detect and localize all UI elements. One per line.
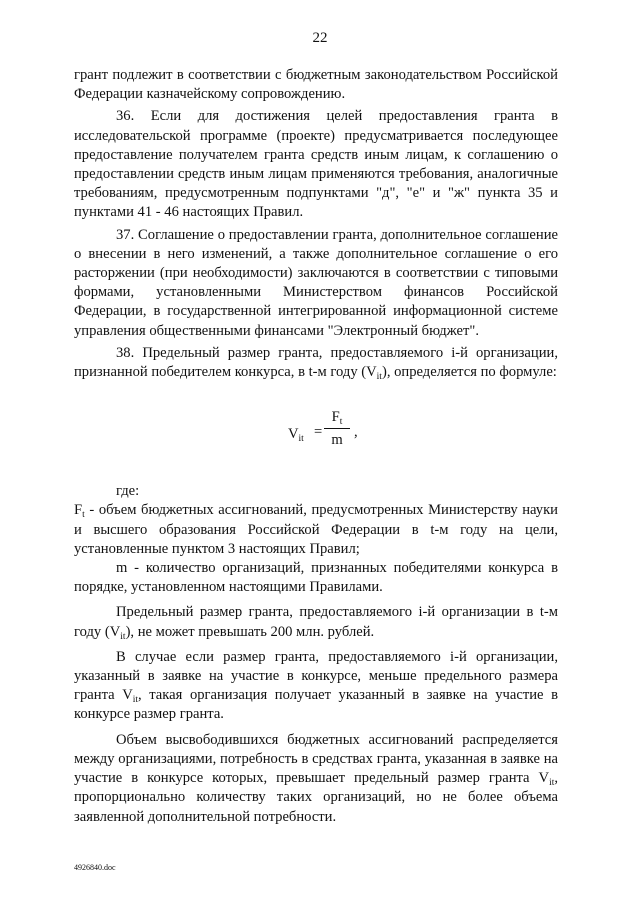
paragraph-limit-subscript: it (120, 631, 126, 642)
formula-lhs (288, 425, 304, 444)
page-number: 22 (312, 30, 328, 46)
paragraph-continuation: грант подлежит в соответствии с бюджетным законодательством Российской Федерации казначейскому сопровождению. (74, 67, 558, 103)
definition-F-symbol: F (74, 502, 83, 519)
paragraph-36: 36. Если для достижения целей предоставления гранта в исследовательской программе (проекте) предусматривается последующее предоставление получателем гранта средств иным лицам, к соглашению о предоставлении средств иным лицам применяются требования, аналогичные требованиям, предусмотренным подпунктами "д", "е" и "ж" пункта 35 и пунктами 41 - 46 настоящих Правил. (74, 108, 558, 221)
where-label: где: (116, 483, 140, 500)
paragraph-case-text-a: В случае если размер гранта, предоставляемого i-й организации, указанный в заявке на участие в конкурсе, меньше предельного размера гранта V (74, 648, 558, 704)
paragraph-redistribution-subscript: it (549, 778, 555, 789)
paragraph-38-subscript: it (376, 372, 382, 383)
paragraph-redistribution-text-a: Объем высвободившихся бюджетных ассигнований распределяется между организациями, потребность в средствах гранта, указанная в заявке на участие в конкурсе которых, превышает предельный размер гранта V (74, 731, 558, 787)
paragraph-38-text-b: ), определяется по формуле: (381, 364, 557, 381)
formula-fraction-bar (324, 428, 350, 429)
formula-numerator-subscript: t (339, 417, 343, 428)
formula-numerator-symbol: F (331, 409, 340, 426)
file-name-footer: 4926840.doc (74, 863, 116, 872)
paragraph-limit-text-b: ), не может превышать 200 млн. рублей. (125, 623, 375, 640)
grant-formula (74, 404, 558, 462)
paragraph-case (74, 648, 558, 725)
paragraph-38 (74, 344, 558, 382)
definition-F-subscript: t (82, 510, 85, 521)
paragraph-case-text-b: , такая организация получает указанный в заявке на участие в конкурсе размер гранта. (74, 687, 558, 723)
formula-numerator (324, 408, 350, 427)
paragraph-37: 37. Соглашение о предоставлении гранта, дополнительное соглашение о внесении в него изменений, а также дополнительное соглашение о его расторжении (при необходимости) заключаются в соответствии с типовыми формами, установленными Министерством финансов Российской Федерации, в государственной интегрированной информационной системе управления общественными финансами "Электронный бюджет". (74, 226, 558, 339)
document-body (74, 66, 558, 827)
formula-lhs-subscript: it (298, 434, 304, 445)
formula-comma: , (354, 424, 358, 441)
formula-equals: = (314, 424, 323, 441)
formula-denominator: m (331, 432, 343, 449)
definition-F-text: - объем бюджетных ассигнований, предусмотренных Министерству науки и высшего образования Российской Федерации в t-м году на цели, установленные пунктом 3 настоящих Правил; (74, 502, 558, 557)
definition-F (74, 501, 558, 559)
paragraph-38-text-a: 38. Предельный размер гранта, предоставляемого i-й организации, признанной победителем конкурса, в t-м году (V (74, 344, 558, 381)
paragraph-case-subscript: it (132, 695, 139, 706)
paragraph-redistribution-text-b: , пропорционально количеству таких организаций, но не более объема заявленной дополнительной потребности. (74, 770, 558, 825)
formula-lhs-symbol: V (288, 426, 299, 443)
paragraph-limit-text-a: Предельный размер гранта, предоставляемого i-й организации в t-м году (V (74, 604, 558, 640)
paragraph-limit (74, 603, 558, 641)
formula-fraction (324, 408, 350, 450)
paragraph-redistribution (74, 731, 558, 827)
definition-m: m - количество организаций, признанных победителями конкурса в порядке, установленном настоящими Правилами. (74, 560, 558, 596)
